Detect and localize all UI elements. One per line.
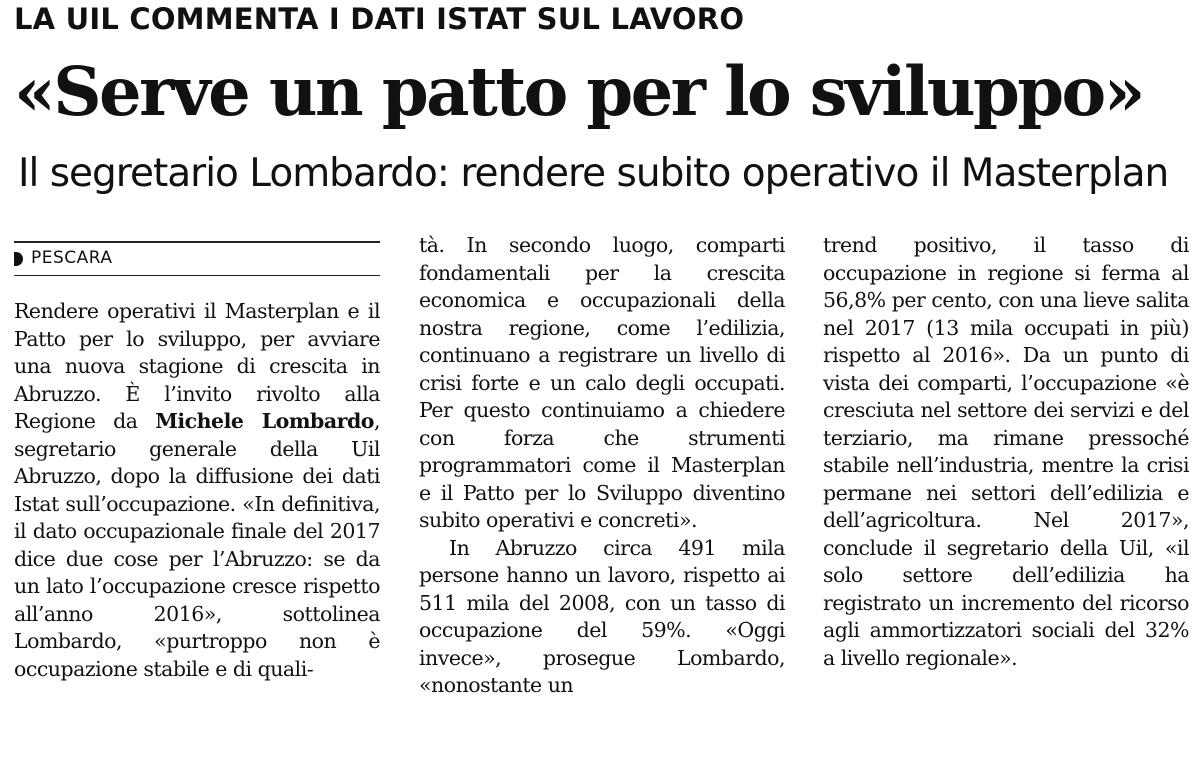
article-column-1 — [14, 232, 380, 771]
column-3-paragraph-1: trend positivo, il tasso di occupazione in regione si ferma al 56,8% per cento, con una lieve salita nel 2017 (13 mila occupati in più) rispetto al 2016». Da un punto di vista dei comparti, l’occupazione «è cresciuta nel settore dei servizi e del terziario, ma rimane pressoché stabile nell’industria, mentre la crisi permane nei settori dell’edilizia e dell’agricoltura. Nel 2017», conclude il segretario della Uil, «il solo settore dell’edilizia ha registrato un incremento del ricorso agli ammortizzatori sociali del 32% a livello regionale». — [823, 233, 1189, 670]
article-kicker: LA UIL COMMENTA I DATI ISTAT SUL LAVORO — [14, 2, 745, 36]
column-2-paragraph-2: In Abruzzo circa 491 mila persone hanno un lavoro, rispetto ai 511 mila del 2008, con un tasso di occupazione del 59%. «Oggi invece», prosegue Lombardo, «nonostante un — [419, 535, 785, 697]
paragraph-text-end: , segretario generale della Uil Abruzzo, dopo la diffusione dei dati Istat sull’occupazione. «In definitiva, il dato occupazionale finale del 2017 dice due cose per l’Abruzzo: se da un lato l’occupazione cresce rispetto all’anno 2016», sottolinea Lombardo, «purtroppo non è occupazione stabile e di quali- — [14, 409, 380, 681]
dateline-text: PESCARA — [31, 248, 113, 269]
article-column-2 — [419, 232, 785, 771]
article-headline: «Serve un patto per lo sviluppo» — [14, 52, 1143, 131]
column-2-paragraph-1: tà. In secondo luogo, comparti fondamentali per la crescita economica e occupazionali della nostra regione, come l’edilizia, continuano a registrare un livello di crisi forte e un calo degli occupati. Per questo continuiamo a chiedere con forza che strumenti programmatori come il Masterplan e il Patto per lo Sviluppo diventino subito operativi e concreti». — [419, 233, 785, 532]
column-1-paragraph — [14, 298, 380, 683]
article-column-3 — [823, 232, 1189, 771]
paragraph-text-start: Rendere operativi il Masterplan e il Patto per lo sviluppo, per avviare una nuova stagione di crescita in Abruzzo. È l’invito rivolto alla Regione da — [14, 299, 380, 433]
article-subheadline: Il segretario Lombardo: rendere subito operativo il Masterplan — [18, 151, 1169, 196]
dateline — [14, 241, 380, 276]
person-name: Michele Lombardo — [155, 409, 374, 433]
dateline-marker-icon — [14, 252, 23, 266]
